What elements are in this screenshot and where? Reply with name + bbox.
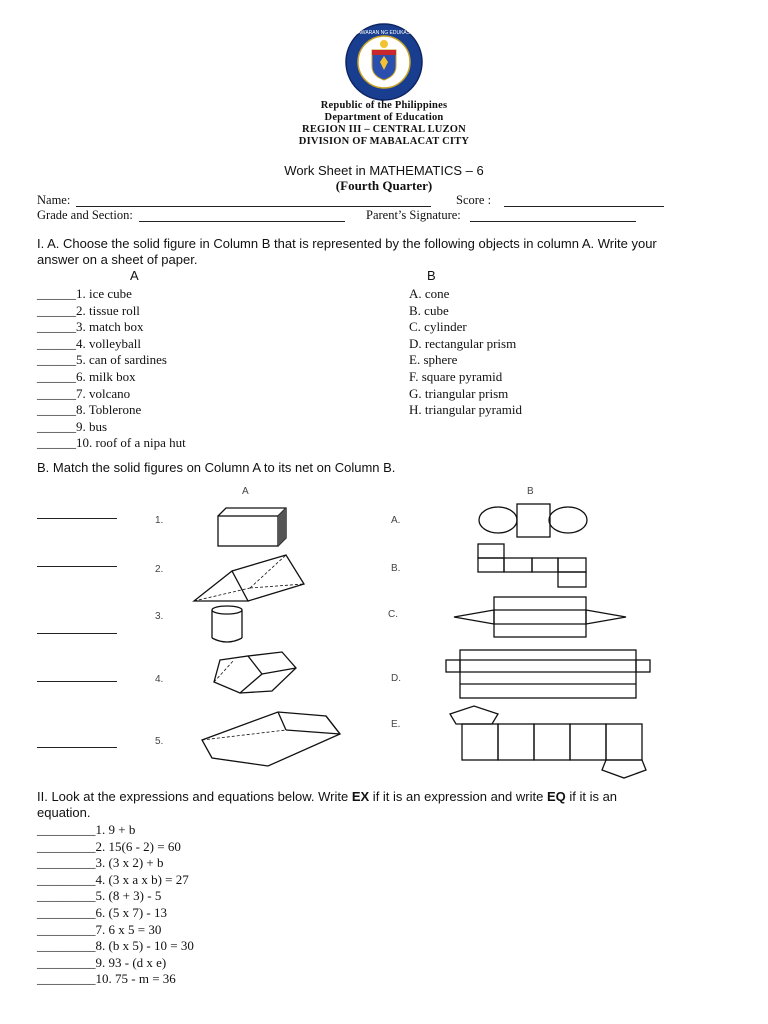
part2-ex-keyword: EX [351,789,370,804]
part1-choice: F. square pyramid [409,369,503,384]
partb-net-letter: C. [388,609,398,620]
partb-answer-blank-1[interactable] [37,518,117,519]
part2-item[interactable]: _________10. 75 - m = 36 [37,971,176,987]
triangular-prism-figure [194,555,304,601]
partb-answer-blank-3[interactable] [37,633,117,634]
pentagonal-prism-figure [214,652,296,693]
pentagonal-prism-net [450,706,646,778]
parent-signature-field[interactable] [470,221,636,222]
partb-column-a-header: A [242,486,249,497]
partb-figure-number: 1. [155,515,164,526]
rectangular-prism-net [446,650,650,698]
part2-item[interactable]: _________9. 93 - (d x e) [37,954,167,970]
part1-item[interactable]: ______6. milk box [37,369,136,384]
header-department: Department of Education [324,112,444,123]
partb-net-letter: A. [391,515,401,526]
part1-item[interactable]: ______8. Toblerone [37,402,142,418]
part1-choice: D. rectangular prism [409,335,517,351]
partb-net-letter: B. [391,563,401,574]
part1-instruction-line1: I. A. Choose the solid figure in Column B that is represented by the following objects in column A. Write your [37,236,657,251]
header-region: REGION III – CENTRAL LUZON [302,124,466,135]
part2-item[interactable]: _________6. (5 x 7) - 13 [37,905,167,920]
grade-section-label: Grade and Section: [37,208,133,222]
part2-item[interactable]: _________7. 6 x 5 = 30 [37,921,162,937]
worksheet-quarter: (Fourth Quarter) [335,178,433,193]
partb-answer-blank-5[interactable] [37,747,117,748]
part2-item[interactable]: _________3. (3 x 2) + b [37,855,164,871]
cube-net [478,544,586,587]
part2-eq-keyword: EQ [546,789,566,804]
part1-item[interactable]: ______10. roof of a nipa hut [37,435,186,451]
part2-item[interactable]: _________4. (3 x a x b) = 27 [37,871,189,887]
part1-choice: E. sphere [409,352,458,368]
part2-instruction-pre: II. Look at the expressions and equations below. Write [37,789,352,804]
triangular-prism-net [454,597,626,637]
grade-section-field[interactable] [139,221,345,222]
parent-signature-label: Parent’s Signature: [366,208,461,222]
rectangular-prism-figure [218,508,286,546]
cylinder-figure [212,606,242,642]
part2-instruction-line2: equation. [37,805,91,820]
score-label: Score : [456,193,492,207]
partb-figure-number: 4. [155,674,164,685]
partb-net-letter: D. [391,673,401,684]
nets-illustration [440,496,660,786]
partb-figure-number: 5. [155,736,164,747]
part1-choice: G. triangular prism [409,385,509,401]
part1-item[interactable]: ______5. can of sardines [37,352,167,368]
name-label: Name: [37,193,71,207]
part1-column-a-header: A [130,268,139,283]
part1-choice: A. cone [409,286,450,301]
hexagonal-prism-figure [202,712,340,766]
partb-answer-blank-4[interactable] [37,681,117,682]
worksheet-title: Work Sheet in MATHEMATICS – 6 [284,163,484,178]
name-field[interactable] [76,206,431,207]
header-division: DIVISION OF MABALACAT CITY [298,136,470,147]
part1-choice: C. cylinder [409,319,467,335]
svg-text:KAGAWARAN NG EDUKASYON: KAGAWARAN NG EDUKASYON [347,30,421,36]
deped-seal-logo [344,22,424,102]
part1-item[interactable]: ______1. ice cube [37,286,132,301]
partb-instruction: B. Match the solid figures on Column A to its net on Column B. [37,460,396,475]
part2-instruction-post: if it is an [565,789,618,804]
partb-figure-number: 3. [155,611,164,622]
part1-column-b-header: B [427,268,436,283]
cylinder-net [479,504,587,537]
part1-item[interactable]: ______7. volcano [37,385,131,401]
part1-choice: H. triangular pyramid [409,402,522,418]
part1-item[interactable]: ______4. volleyball [37,335,141,351]
part1-choice: B. cube [409,302,449,318]
part2-item[interactable]: _________5. (8 + 3) - 5 [37,888,162,904]
part2-instruction-mid: if it is an expression and write [369,789,547,804]
solid-figures-illustration [190,496,350,786]
partb-answer-blank-2[interactable] [37,566,117,567]
partb-figure-number: 2. [155,564,164,575]
part2-item[interactable]: _________1. 9 + b [37,822,136,837]
partb-net-letter: E. [391,719,401,730]
part2-item[interactable]: _________8. (b x 5) - 10 = 30 [37,938,194,954]
part2-instruction-line1 [37,789,617,804]
partb-column-b-header: B [527,486,534,497]
part1-item[interactable]: ______3. match box [37,319,144,335]
part1-instruction-line2: answer on a sheet of paper. [37,252,198,267]
header-republic: Republic of the Philippines [320,100,448,111]
score-field[interactable] [504,206,664,207]
part1-item[interactable]: ______9. bus [37,418,108,434]
part1-item[interactable]: ______2. tissue roll [37,302,140,318]
part2-item[interactable]: _________2. 15(6 - 2) = 60 [37,838,181,854]
